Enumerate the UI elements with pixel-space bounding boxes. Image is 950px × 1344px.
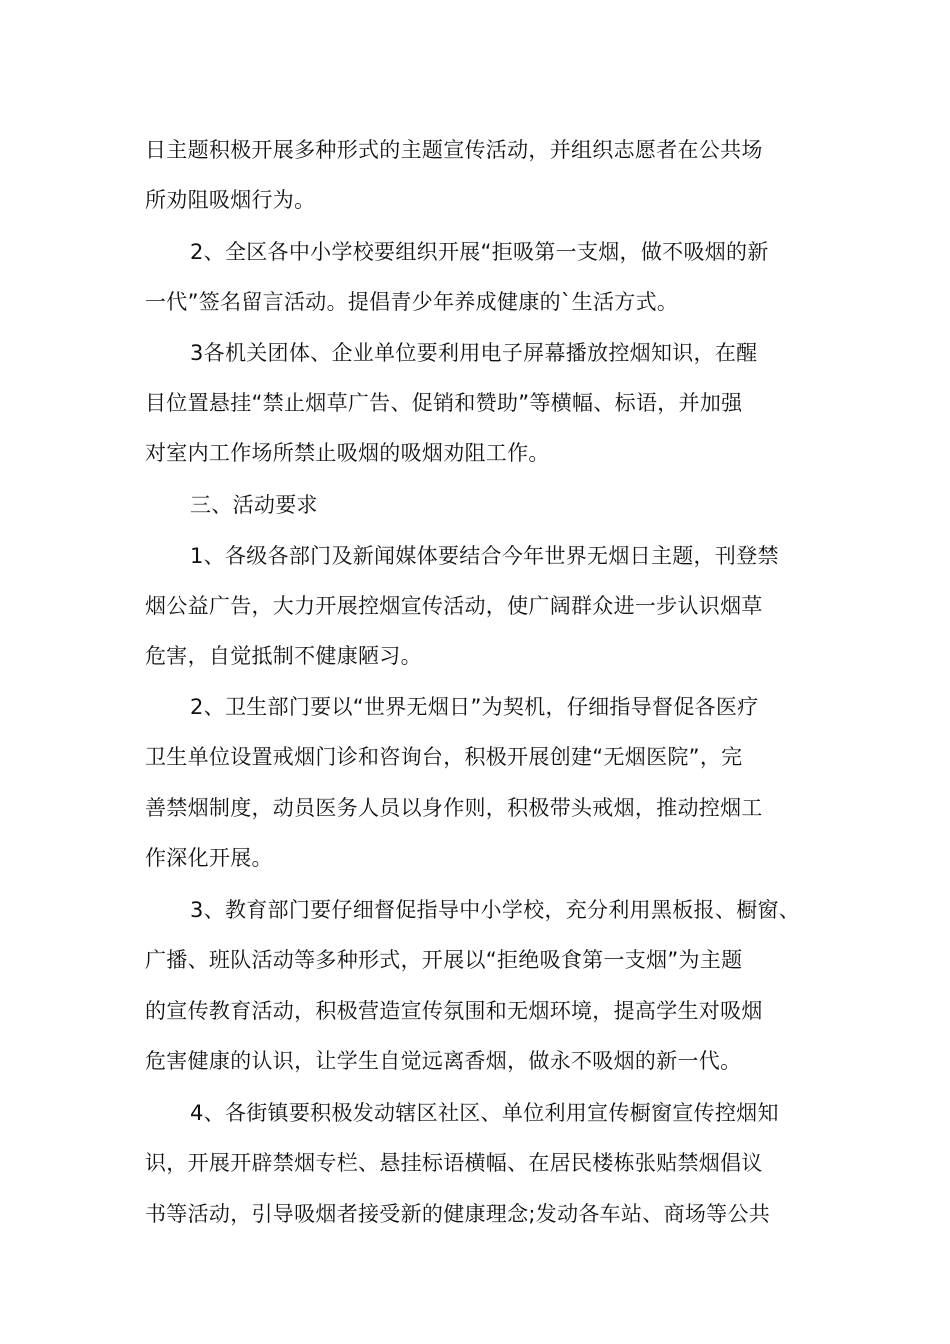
text-line: 的宣传教育活动，积极营造宣传氛围和无烟环境，提高学生对吸烟 bbox=[145, 999, 763, 1023]
text-line: 一代”签名留言活动。提倡青少年养成健康的`生活方式。 bbox=[145, 290, 679, 314]
text-line: 广播、班队活动等多种形式，开展以“拒绝吸食第一支烟”为主题 bbox=[145, 948, 743, 972]
text-line: 所劝阻吸烟行为。 bbox=[145, 188, 316, 212]
text-line: 3各机关团体、企业单位要利用电子屏幕播放控烟知识，在醒 bbox=[190, 341, 758, 365]
text-line: 卫生单位设置戒烟门诊和咨询台，积极开展创建“无烟医院”，完 bbox=[145, 745, 743, 769]
text-line: 目位置悬挂“禁止烟草广告、促销和赞助”等横幅、标语，并加强 bbox=[145, 391, 743, 415]
text-line: 对室内工作场所禁止吸烟的吸烟劝阻工作。 bbox=[145, 441, 550, 465]
text-line: 善禁烟制度，动员医务人员以身作则，积极带头戒烟，推动控烟工 bbox=[145, 796, 763, 820]
text-line: 3、教育部门要仔细督促指导中小学校，充分利用黑板报、橱窗、 bbox=[190, 898, 801, 922]
text-line: 烟公益广告，大力开展控烟宣传活动，使广阔群众进一步认识烟草 bbox=[145, 594, 763, 618]
text-line: 2、全区各中小学校要组织开展“拒吸第一支烟，做不吸烟的新 bbox=[190, 240, 769, 264]
text-line: 日主题积极开展多种形式的主题宣传活动，并组织志愿者在公共场 bbox=[145, 138, 763, 162]
text-line: 识，开展开辟禁烟专栏、悬挂标语横幅、在居民楼栋张贴禁烟倡议 bbox=[145, 1151, 763, 1175]
text-line: 危害，自觉抵制不健康陋习。 bbox=[145, 644, 422, 668]
text-line: 1、各级各部门及新闻媒体要结合今年世界无烟日主题，刊登禁 bbox=[190, 544, 779, 568]
text-line: 作深化开展。 bbox=[145, 846, 273, 870]
section-heading: 三、活动要求 bbox=[190, 493, 318, 517]
text-line: 2、卫生部门要以“世界无烟日”为契机，仔细指导督促各医疗 bbox=[190, 695, 759, 719]
text-line: 4、各街镇要积极发动辖区社区、单位利用宣传橱窗宣传控烟知 bbox=[190, 1101, 779, 1125]
text-line: 书等活动，引导吸烟者接受新的健康理念;发动各车站、商场等公共 bbox=[145, 1202, 771, 1226]
text-line: 危害健康的认识，让学生自觉远离香烟，做永不吸烟的新一代。 bbox=[145, 1049, 742, 1073]
